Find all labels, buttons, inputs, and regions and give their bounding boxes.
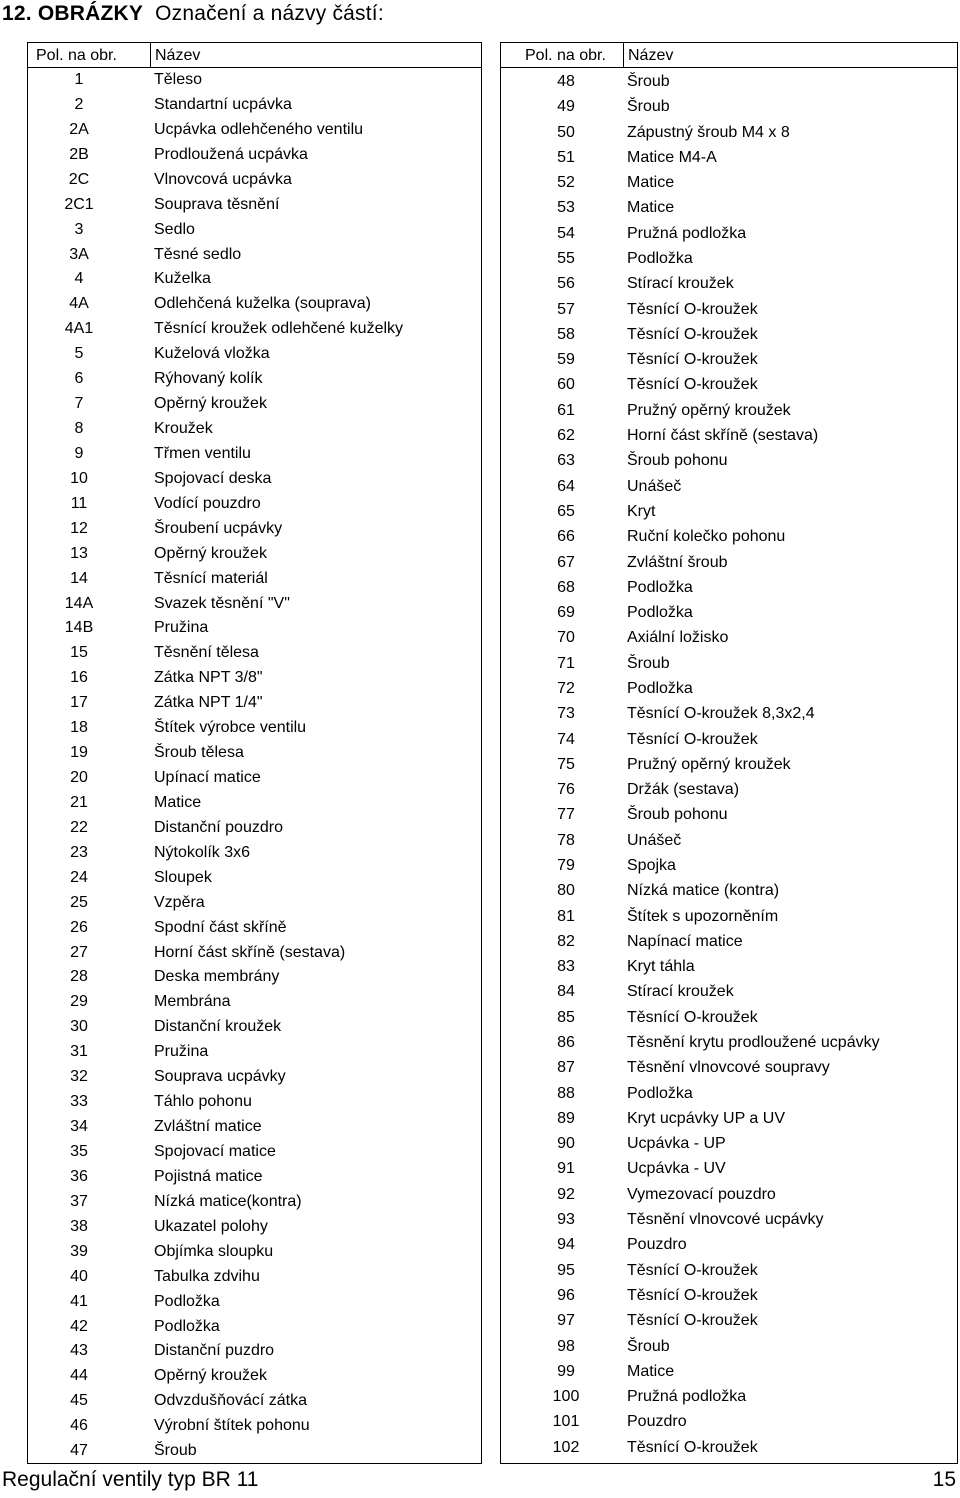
row-position: 47 <box>70 1442 88 1460</box>
row-name: Membrána <box>154 993 231 1011</box>
row-name: Podložka <box>627 250 693 268</box>
header-name: Název <box>155 47 201 64</box>
row-name: Těsnící O-kroužek <box>627 1008 758 1026</box>
row-name: Souprava těsnění <box>154 195 280 213</box>
row-position: 62 <box>557 427 575 445</box>
row-name: Pružný opěrný kroužek <box>627 401 791 419</box>
row-position: 34 <box>70 1118 88 1136</box>
row-position: 14A <box>64 594 94 612</box>
row-name: Těsnící O-kroužek 8,3x2,4 <box>627 705 815 723</box>
row-position: 5 <box>74 345 84 363</box>
row-position: 8 <box>74 420 84 438</box>
row-position: 79 <box>557 856 575 874</box>
row-position: 96 <box>557 1286 575 1304</box>
row-name: Horní část skříně (sestava) <box>627 427 819 445</box>
row-name: Těsnící kroužek odlehčené kuželky <box>154 320 404 338</box>
row-position: 9 <box>74 444 84 462</box>
row-name: Matice <box>154 793 202 811</box>
row-name: Rýhovaný kolík <box>154 370 263 388</box>
row-position: 92 <box>557 1185 575 1203</box>
row-name: Podložka <box>154 1317 220 1335</box>
row-name: Šroub pohonu <box>627 452 728 470</box>
row-name: Těsné sedlo <box>154 245 242 263</box>
row-position: 19 <box>70 744 88 762</box>
row-name: Šroub tělesa <box>154 744 244 762</box>
row-name: Kuželová vložka <box>154 345 270 363</box>
header-pos: Pol. na obr. <box>36 47 117 64</box>
row-name: Pojistná matice <box>154 1167 263 1185</box>
row-position: 90 <box>557 1135 575 1153</box>
row-position: 56 <box>557 275 575 293</box>
row-position: 45 <box>70 1392 88 1410</box>
row-name: Matice <box>627 1362 675 1380</box>
row-name: Distanční kroužek <box>154 1018 282 1036</box>
row-name: Těsnící O-kroužek <box>627 300 758 318</box>
row-name: Kryt táhla <box>627 958 695 976</box>
row-position: 81 <box>557 907 575 925</box>
row-position: 27 <box>70 943 88 961</box>
row-name: Pružná podložka <box>627 224 747 242</box>
row-position: 18 <box>70 719 88 737</box>
row-name: Šroub <box>627 654 670 672</box>
parts-table-left <box>27 42 482 1464</box>
row-position: 21 <box>70 793 88 811</box>
row-position: 20 <box>70 769 88 787</box>
row-name: Standartní ucpávka <box>154 95 292 113</box>
row-name: Odlehčená kuželka (souprava) <box>154 295 372 313</box>
row-position: 65 <box>557 502 575 520</box>
column-divider <box>623 43 624 67</box>
row-position: 36 <box>70 1167 88 1185</box>
row-position: 1 <box>74 71 84 88</box>
heading-text: Označení a názvy částí: <box>155 2 384 25</box>
row-name: Sedlo <box>154 220 195 238</box>
row-position: 67 <box>557 553 575 571</box>
row-position: 10 <box>70 469 88 487</box>
row-position: 83 <box>557 958 575 976</box>
row-position: 43 <box>70 1342 88 1360</box>
row-position: 91 <box>557 1160 575 1178</box>
row-name: Štítek výrobce ventilu <box>154 719 307 737</box>
row-name: Vlnovcová ucpávka <box>154 170 292 188</box>
row-position: 68 <box>557 578 575 596</box>
row-position: 23 <box>70 843 88 861</box>
row-name: Unášeč <box>627 477 682 495</box>
table-header <box>28 43 481 68</box>
row-name: Výrobní štítek pohonu <box>154 1417 310 1435</box>
row-position: 25 <box>70 893 88 911</box>
row-position: 57 <box>557 300 575 318</box>
row-name: Šroubení ucpávky <box>154 519 283 537</box>
row-position: 94 <box>557 1236 575 1254</box>
row-name: Nízká matice (kontra) <box>627 882 780 900</box>
row-position: 31 <box>70 1043 88 1061</box>
row-position: 89 <box>557 1109 575 1127</box>
row-name: Zátka NPT 3/8" <box>154 669 263 687</box>
row-position: 24 <box>70 868 88 886</box>
row-position: 59 <box>557 351 575 369</box>
row-position: 55 <box>557 250 575 268</box>
row-position: 84 <box>557 983 575 1001</box>
row-position: 63 <box>557 452 575 470</box>
row-position: 4A1 <box>64 320 94 338</box>
row-position: 37 <box>70 1192 88 1210</box>
row-name: Svazek těsnění "V" <box>154 594 290 612</box>
row-position: 26 <box>70 918 88 936</box>
row-position: 29 <box>70 993 88 1011</box>
row-name: Upínací matice <box>154 769 261 787</box>
row-name: Podložka <box>627 604 693 622</box>
row-name: Ucpávka - UV <box>627 1160 726 1178</box>
row-name: Horní část skříně (sestava) <box>154 943 346 961</box>
row-position: 39 <box>70 1242 88 1260</box>
row-name: Šroub <box>627 1337 670 1355</box>
page-number: 15 <box>932 1468 956 1491</box>
row-name: Šroub <box>627 98 670 116</box>
row-name: Nízká matice(kontra) <box>154 1192 302 1210</box>
row-name: Šroub <box>154 1442 197 1460</box>
row-position: 32 <box>70 1068 88 1086</box>
row-position: 61 <box>557 401 575 419</box>
row-position: 98 <box>557 1337 575 1355</box>
row-name: Ukazatel polohy <box>154 1217 268 1235</box>
row-name: Kryt <box>627 502 656 520</box>
row-name: Axiální ložisko <box>627 629 729 647</box>
row-name: Kryt ucpávky UP a UV <box>627 1109 785 1127</box>
row-position: 60 <box>557 376 575 394</box>
row-name: Zátka NPT 1/4" <box>154 694 263 712</box>
row-position: 22 <box>70 818 88 836</box>
row-name: Třmen ventilu <box>154 444 251 462</box>
row-name: Těleso <box>154 71 203 88</box>
row-name: Kroužek <box>154 420 213 438</box>
row-name: Zvláštní šroub <box>627 553 728 571</box>
page-title <box>2 2 384 26</box>
row-name: Vodící pouzdro <box>154 494 261 512</box>
row-name: Stírací kroužek <box>627 275 734 293</box>
row-name: Opěrný kroužek <box>154 395 267 413</box>
row-position: 75 <box>557 755 575 773</box>
row-position: 17 <box>70 694 88 712</box>
row-name: Stírací kroužek <box>627 983 734 1001</box>
row-name: Napínací matice <box>627 932 743 950</box>
row-position: 70 <box>557 629 575 647</box>
row-position: 15 <box>70 644 88 662</box>
row-position: 11 <box>70 494 88 512</box>
row-name: Štítek s upozorněním <box>627 907 779 925</box>
row-name: Těsnící materiál <box>154 569 268 587</box>
row-position: 88 <box>557 1084 575 1102</box>
row-name: Odvzdušňovácí zátka <box>154 1392 307 1410</box>
row-name: Pružina <box>154 1043 209 1061</box>
row-position: 2 <box>74 95 84 113</box>
row-position: 58 <box>557 325 575 343</box>
row-name: Těsnění krytu prodloužené ucpávky <box>627 1034 880 1052</box>
row-position: 101 <box>552 1413 580 1431</box>
row-position: 33 <box>70 1093 88 1111</box>
row-position: 72 <box>557 679 575 697</box>
row-position: 77 <box>557 806 575 824</box>
row-position: 93 <box>557 1211 575 1229</box>
row-position: 86 <box>557 1034 575 1052</box>
row-name: Unášeč <box>627 831 682 849</box>
row-name: Pružná podložka <box>627 1388 747 1406</box>
row-position: 2C1 <box>64 195 94 213</box>
row-position: 6 <box>74 370 84 388</box>
row-name: Těsnící O-kroužek <box>627 1312 758 1330</box>
row-position: 2A <box>69 120 89 138</box>
row-position: 50 <box>557 123 575 141</box>
row-name: Prodloužená ucpávka <box>154 145 308 163</box>
row-name: Spodní část skříně <box>154 918 287 936</box>
row-position: 51 <box>557 148 575 166</box>
row-name: Podložka <box>154 1292 220 1310</box>
row-name: Vzpěra <box>154 893 205 911</box>
row-name: Matice <box>627 174 675 192</box>
heading-number: 12. OBRÁZKY <box>2 2 144 25</box>
row-position: 49 <box>557 98 575 116</box>
column-divider <box>150 43 151 67</box>
row-position: 48 <box>557 73 575 90</box>
row-position: 4A <box>69 295 89 313</box>
row-name: Distanční pouzdro <box>154 818 283 836</box>
row-name: Zápustný šroub M4 x 8 <box>627 123 790 141</box>
row-name: Tabulka zdvihu <box>154 1267 260 1285</box>
row-name: Matice <box>627 199 675 217</box>
row-name: Nýtokolík 3x6 <box>154 843 251 861</box>
row-name: Opěrný kroužek <box>154 544 267 562</box>
row-position: 87 <box>557 1059 575 1077</box>
row-position: 44 <box>70 1367 88 1385</box>
row-position: 38 <box>70 1217 88 1235</box>
row-position: 42 <box>70 1317 88 1335</box>
row-position: 64 <box>557 477 575 495</box>
row-position: 2B <box>69 145 89 163</box>
row-name: Spojovací deska <box>154 469 272 487</box>
row-position: 99 <box>557 1362 575 1380</box>
row-name: Těsnění vlnovcové ucpávky <box>627 1211 824 1229</box>
row-name: Matice M4-A <box>627 148 717 166</box>
row-position: 35 <box>70 1142 88 1160</box>
row-name: Ucpávka odlehčeného ventilu <box>154 120 364 138</box>
row-name: Táhlo pohonu <box>154 1093 252 1111</box>
row-position: 2C <box>68 170 90 188</box>
row-position: 80 <box>557 882 575 900</box>
row-name: Spojka <box>627 856 676 874</box>
row-name: Souprava ucpávky <box>154 1068 286 1086</box>
row-name: Spojovací matice <box>154 1142 276 1160</box>
row-name: Sloupek <box>154 868 212 886</box>
row-position: 16 <box>70 669 88 687</box>
row-position: 76 <box>557 781 575 799</box>
row-position: 3 <box>74 220 84 238</box>
row-position: 54 <box>557 224 575 242</box>
row-name: Těsnění vlnovcové soupravy <box>627 1059 830 1077</box>
row-name: Podložka <box>627 679 693 697</box>
row-position: 78 <box>557 831 575 849</box>
row-position: 40 <box>70 1267 88 1285</box>
table-header <box>501 43 957 68</box>
row-name: Vymezovací pouzdro <box>627 1185 776 1203</box>
row-position: 53 <box>557 199 575 217</box>
row-position: 46 <box>70 1417 88 1435</box>
row-position: 13 <box>70 544 88 562</box>
header-name: Název <box>628 47 674 64</box>
row-name: Opěrný kroužek <box>154 1367 267 1385</box>
row-position: 7 <box>74 395 84 413</box>
row-name: Ucpávka - UP <box>627 1135 726 1153</box>
row-position: 3A <box>69 245 89 263</box>
row-position: 100 <box>552 1388 580 1406</box>
row-name: Pružina <box>154 619 209 637</box>
row-position: 69 <box>557 604 575 622</box>
row-position: 4 <box>74 270 84 288</box>
row-position: 52 <box>557 174 575 192</box>
row-name: Držák (sestava) <box>627 781 740 799</box>
row-name: Šroub pohonu <box>627 806 728 824</box>
row-name: Těsnící O-kroužek <box>627 376 758 394</box>
row-position: 30 <box>70 1018 88 1036</box>
row-position: 73 <box>557 705 575 723</box>
row-name: Ruční kolečko pohonu <box>627 528 786 546</box>
row-name: Pouzdro <box>627 1236 687 1254</box>
row-name: Těsnící O-kroužek <box>627 1286 758 1304</box>
row-name: Těsnící O-kroužek <box>627 1261 758 1279</box>
row-name: Těsnění tělesa <box>154 644 259 662</box>
row-name: Pouzdro <box>627 1413 687 1431</box>
row-name: Šroub <box>627 73 670 90</box>
row-position: 14 <box>70 569 88 587</box>
row-name: Kuželka <box>154 270 211 288</box>
footer-title: Regulační ventily typ BR 11 <box>2 1468 259 1491</box>
row-name: Podložka <box>627 1084 693 1102</box>
row-name: Těsnící O-kroužek <box>627 325 758 343</box>
row-name: Těsnící O-kroužek <box>627 351 758 369</box>
row-position: 82 <box>557 932 575 950</box>
header-pos: Pol. na obr. <box>525 47 606 64</box>
row-position: 28 <box>70 968 88 986</box>
row-name: Distanční puzdro <box>154 1342 275 1360</box>
row-name: Zvláštní matice <box>154 1118 262 1136</box>
row-position: 97 <box>557 1312 575 1330</box>
row-position: 71 <box>557 654 575 672</box>
row-name: Těsnící O-kroužek <box>627 730 758 748</box>
row-position: 95 <box>557 1261 575 1279</box>
row-name: Pružný opěrný kroužek <box>627 755 791 773</box>
row-position: 102 <box>552 1438 580 1456</box>
row-name: Těsnící O-kroužek <box>627 1438 758 1456</box>
row-position: 14B <box>64 619 94 637</box>
row-position: 12 <box>70 519 88 537</box>
row-position: 85 <box>557 1008 575 1026</box>
row-position: 41 <box>70 1292 88 1310</box>
row-name: Podložka <box>627 578 693 596</box>
row-position: 66 <box>557 528 575 546</box>
row-name: Deska membrány <box>154 968 280 986</box>
parts-table-right <box>500 42 958 1464</box>
row-name: Objímka sloupku <box>154 1242 274 1260</box>
row-position: 74 <box>557 730 575 748</box>
